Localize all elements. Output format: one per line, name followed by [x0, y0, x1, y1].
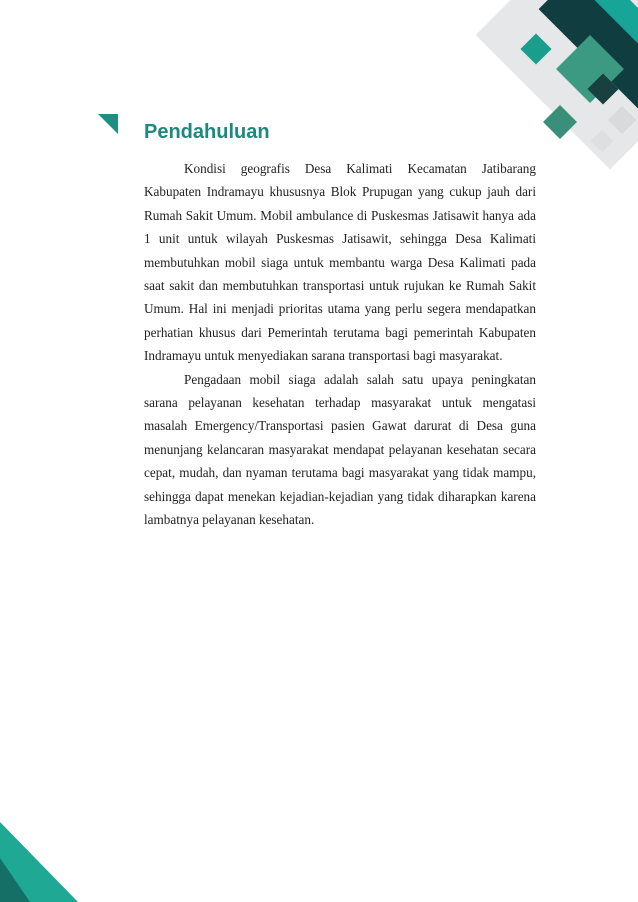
paragraph-1: Kondisi geografis Desa Kalimati Kecamatan Jatibarang Kabupaten Indramayu khususnya Blok Prupugan yang cukup jauh dari Rumah Sakit Umum. Mobil ambulance di Puskesmas Jatisawit hanya ada 1 unit untuk wilayah Puskesmas Jatisawit, sehingga Desa Kalimati membutuhkan mobil siaga untuk membantu warga Desa Kalimati pada saat sakit dan membutuhkan transportasi untuk rujukan ke Rumah Sakit Umum. Hal ini menjadi prioritas utama yang perlu segera mendapatkan perhatian khusus dari Pemerintah terutama bagi pemerintah Kabupaten Indramayu untuk menyediakan sarana transportasi bagi masyarakat. [144, 161, 536, 364]
corner-decoration-bottom-left-dark [0, 858, 30, 902]
body-text [144, 157, 536, 532]
paragraph-2: Pengadaan mobil siaga adalah salah satu upaya peningkatan sarana pelayanan kesehatan terhadap masyarakat untuk mengatasi masalah Emergency/Transportasi pasien Gawat darurat di Desa guna menunjang kelancaran masyarakat mendapat pelayanan kesehatan secara cepat, mudah, dan nyaman terutama bagi masyarakat yang tidak mampu, sehingga dapat menekan kejadian-kejadian yang tidak diharapkan karena lambatnya pelayanan kesehatan. [144, 371, 536, 528]
section-title: Pendahuluan [144, 121, 270, 143]
heading-marker-icon [98, 114, 118, 134]
